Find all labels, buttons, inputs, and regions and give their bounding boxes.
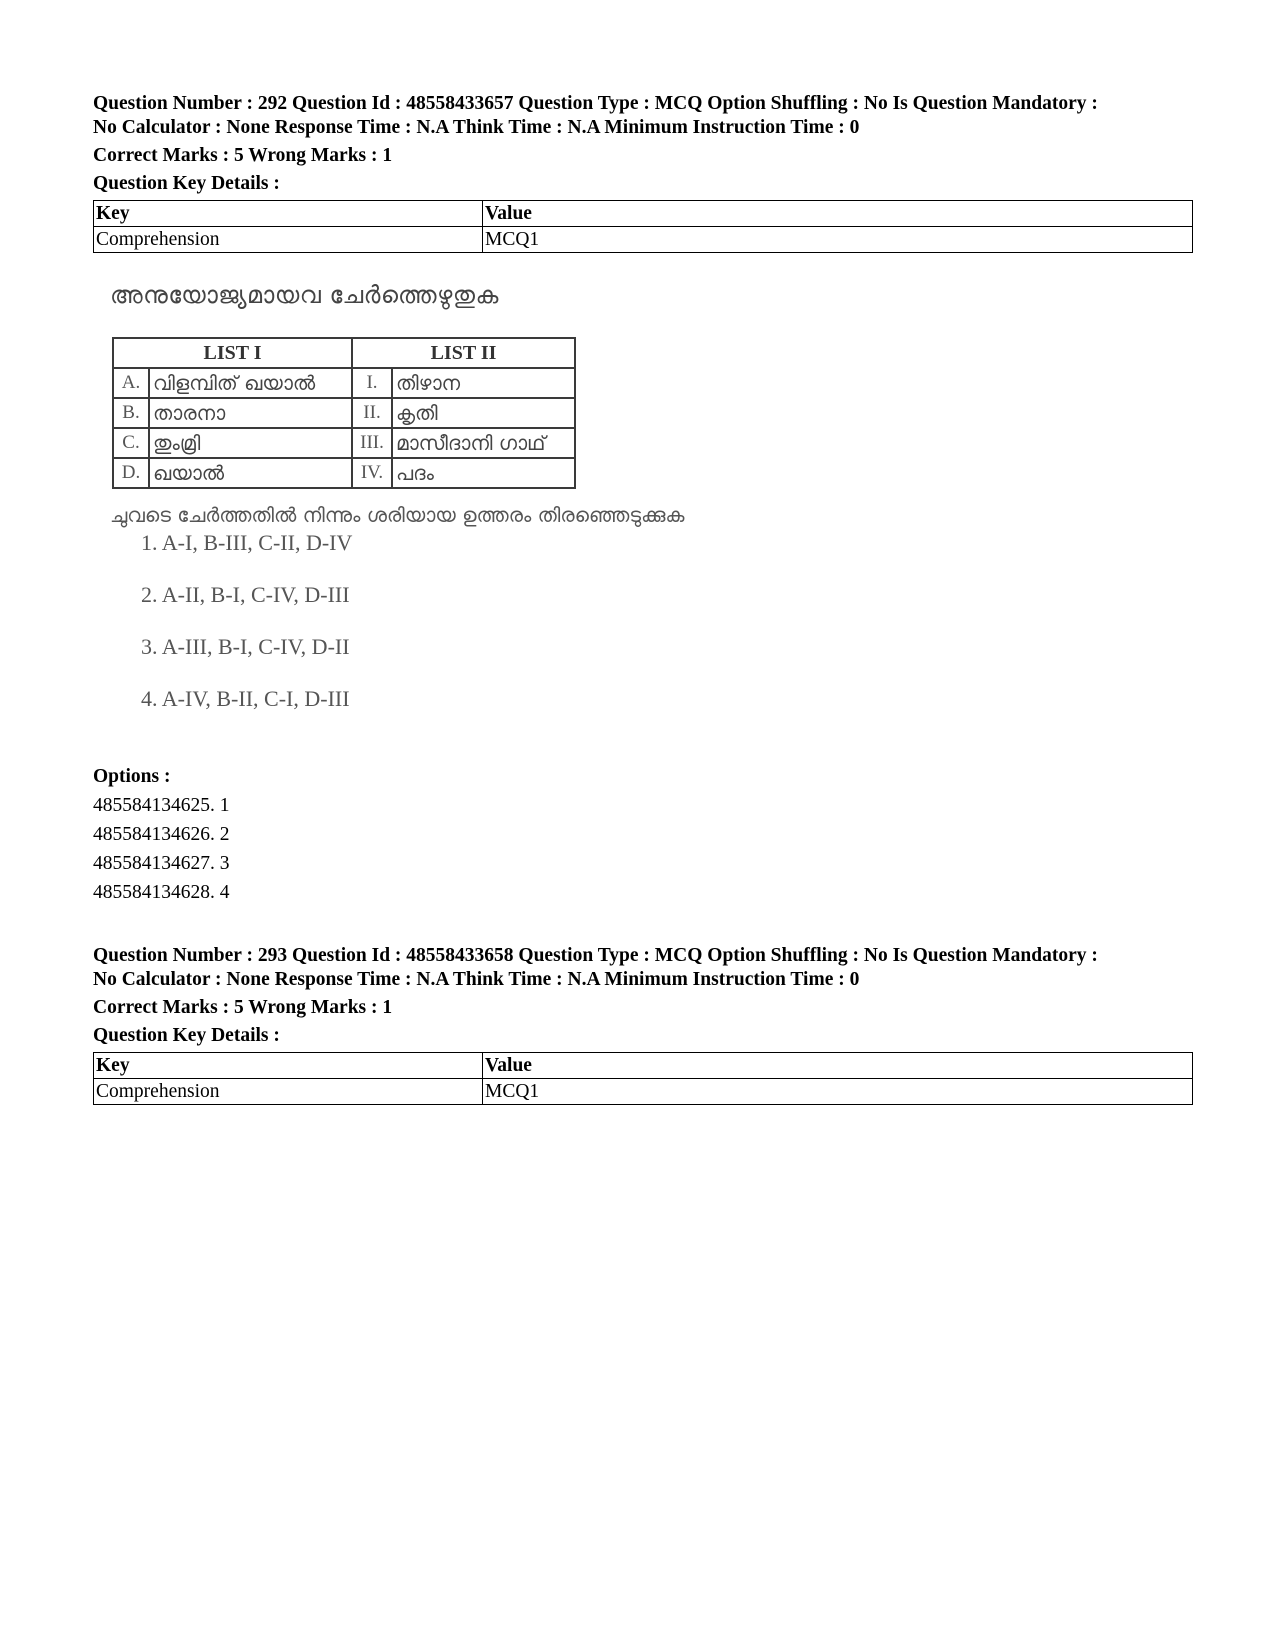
- key-cell: Comprehension: [94, 227, 483, 253]
- value-cell: MCQ1: [483, 227, 1193, 253]
- question-293-marks: Correct Marks : 5 Wrong Marks : 1: [93, 997, 393, 1018]
- question-292-options: [93, 762, 230, 907]
- value-column-header: Value: [483, 201, 1193, 227]
- key-column-header: Key: [94, 201, 483, 227]
- key-cell: Comprehension: [94, 1079, 483, 1105]
- list2-numeral: I.: [352, 368, 392, 398]
- match-row: [113, 428, 575, 458]
- key-column-header: Key: [94, 1053, 483, 1079]
- match-row: [113, 398, 575, 428]
- question-293-header-line2: No Calculator : None Response Time : N.A Think Time : N.A Minimum Instruction Time : 0: [93, 969, 860, 990]
- list1-item: ഖയാൽ: [149, 458, 352, 488]
- key-table-row: [94, 1079, 1193, 1105]
- value-cell: MCQ1: [483, 1079, 1193, 1105]
- question-292-key-table: [93, 200, 1193, 253]
- answer-choice: 1. A-I, B-III, C-II, D-IV: [141, 530, 353, 555]
- answer-choice: 3. A-III, B-I, C-IV, D-II: [141, 634, 350, 659]
- question-292-header-line1: Question Number : 292 Question Id : 48558433657 Question Type : MCQ Option Shuffling : No Is Question Mandatory :: [93, 93, 1098, 114]
- answer-choice: 2. A-II, B-I, C-IV, D-III: [141, 582, 350, 607]
- question-293-header-line1: Question Number : 293 Question Id : 48558433658 Question Type : MCQ Option Shuffling : No Is Question Mandatory :: [93, 945, 1098, 966]
- question-292-key-details-label: Question Key Details :: [93, 173, 280, 194]
- key-table-row: [94, 227, 1193, 253]
- list1-header: LIST I: [113, 338, 352, 368]
- list2-numeral: IV.: [352, 458, 392, 488]
- list2-item: തിഴാന: [392, 368, 575, 398]
- option-item: 485584134626. 2: [93, 824, 230, 845]
- option-item: 485584134627. 3: [93, 853, 230, 874]
- list1-item: തുംമ്രി: [149, 428, 352, 458]
- match-instruction: അനുയോജ്യമായവ ചേർത്തെഴുതുക: [110, 281, 499, 309]
- question-292-block: [93, 92, 1193, 253]
- question-293-block: [93, 944, 1193, 1105]
- option-item: 485584134625. 1: [93, 795, 230, 816]
- list1-item: താരനാ: [149, 398, 352, 428]
- list2-item: കൃതി: [392, 398, 575, 428]
- list1-letter: D.: [113, 458, 149, 488]
- question-292-header-line2: No Calculator : None Response Time : N.A Think Time : N.A Minimum Instruction Time : 0: [93, 117, 860, 138]
- question-292-header: [93, 92, 1193, 140]
- list2-item: പദം: [392, 458, 575, 488]
- match-table: [112, 337, 576, 489]
- match-table-header: [113, 338, 575, 368]
- list1-item: വിളമ്പിത് ഖയാൽ: [149, 368, 352, 398]
- key-table-header-row: [94, 1053, 1193, 1079]
- question-293-key-table: [93, 1052, 1193, 1105]
- list1-letter: B.: [113, 398, 149, 428]
- list2-numeral: II.: [352, 398, 392, 428]
- question-292-marks: Correct Marks : 5 Wrong Marks : 1: [93, 145, 393, 166]
- options-label: Options :: [93, 766, 171, 787]
- list2-item: മാസീദാനി ഗാഥ്: [392, 428, 575, 458]
- value-column-header: Value: [483, 1053, 1193, 1079]
- answer-choice: 4. A-IV, B-II, C-I, D-III: [141, 686, 350, 711]
- choose-answer-instruction: ചുവടെ ചേർത്തതിൽ നിന്നും ശരിയായ ഉത്തരം തിരഞ്ഞെടുക്കുക: [110, 503, 685, 527]
- match-row: [113, 368, 575, 398]
- list2-numeral: III.: [352, 428, 392, 458]
- list1-letter: A.: [113, 368, 149, 398]
- match-row: [113, 458, 575, 488]
- question-293-key-details-label: Question Key Details :: [93, 1025, 280, 1046]
- question-292-image: [108, 275, 808, 755]
- list1-letter: C.: [113, 428, 149, 458]
- option-item: 485584134628. 4: [93, 882, 230, 903]
- list2-header: LIST II: [352, 338, 575, 368]
- question-293-header: [93, 944, 1193, 992]
- key-table-header-row: [94, 201, 1193, 227]
